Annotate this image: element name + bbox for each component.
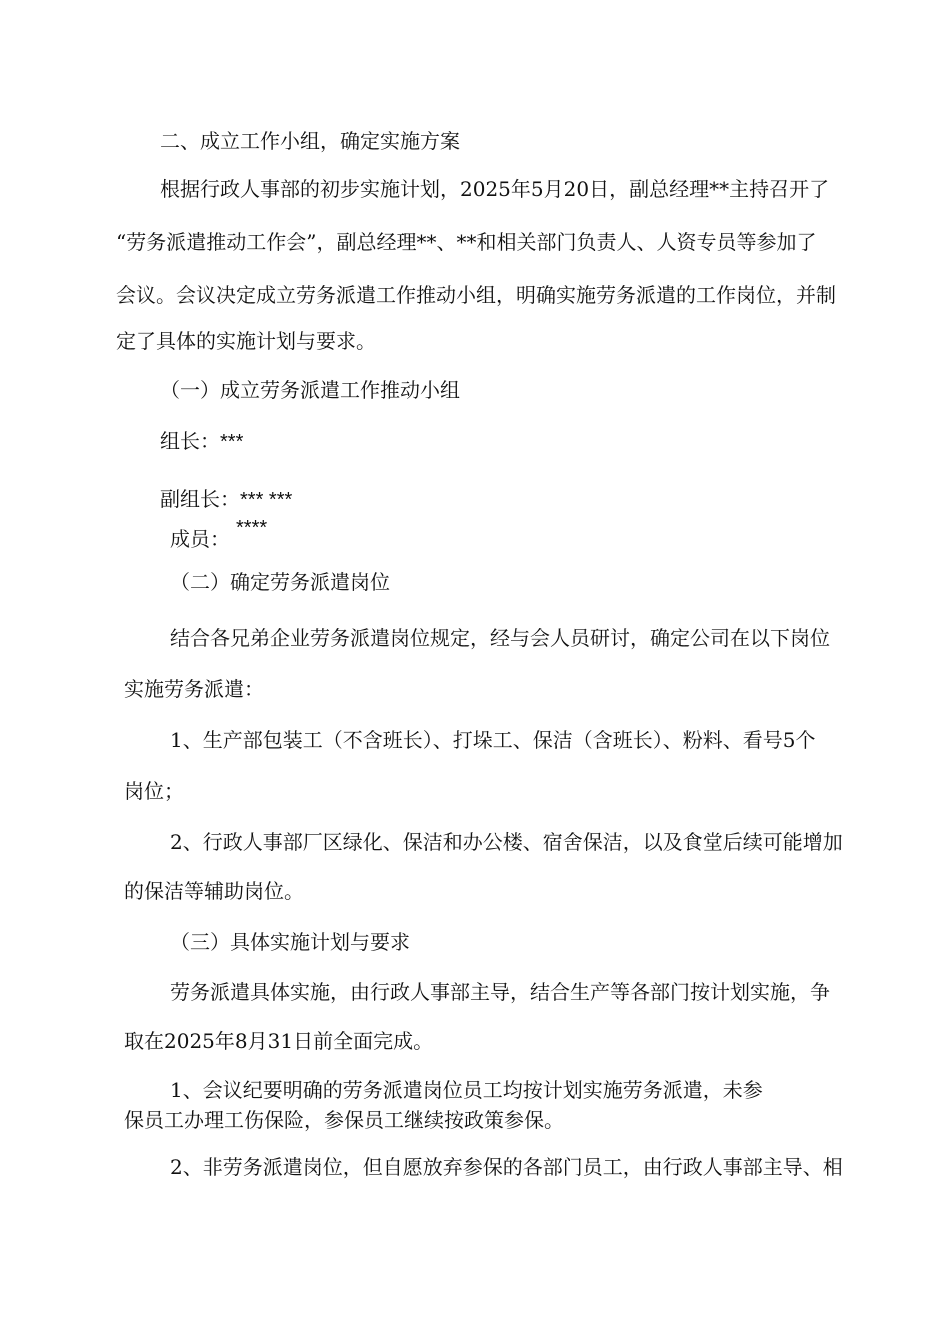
list-item: 2、行政人事部厂区绿化、保洁和办公楼、宿舍保洁，以及食堂后续可能增加 [170,830,843,854]
section-heading: 二、成立工作小组，确定实施方案 [160,129,460,153]
list-item: 1、会议纪要明确的劳务派遣岗位员工均按计划实施劳务派遣，未参 [170,1078,763,1102]
deputy-leader-label: 副组长： [160,487,240,511]
list-item: 1、生产部包装工（不含班长）、打垛工、保洁（含班长）、粉料、看号5个 [170,728,816,752]
group-leader-line [160,427,243,456]
subsection-heading-3: （三）具体实施计划与要求 [170,930,410,954]
subsection-heading-1: （一）成立劳务派遣工作推动小组 [160,378,460,402]
paragraph-line: 会议。会议决定成立劳务派遣工作推动小组，明确实施劳务派遣的工作岗位，并制 [116,283,836,307]
paragraph-line: 根据行政人事部的初步实施计划，2025年5月20日，副总经理**主持召开了 [160,177,830,201]
deputy-leader-value: *** *** [240,489,293,511]
paragraph-line: “劳务派遣推动工作会”，副总经理**、**和相关部门负责人、人资专员等参加了 [116,230,817,254]
group-leader-value: *** [220,431,244,453]
list-item: 岗位； [124,779,184,803]
deputy-leader-line [160,485,292,514]
members-label: 成员： [170,527,230,551]
members-value: **** [236,517,268,539]
group-leader-label: 组长： [160,429,220,453]
paragraph-line: 取在2025年8月31日前全面完成。 [124,1029,434,1053]
paragraph-line: 定了具体的实施计划与要求。 [116,329,376,353]
paragraph-line: 结合各兄弟企业劳务派遣岗位规定，经与会人员研讨，确定公司在以下岗位 [170,626,830,650]
paragraph-line: 劳务派遣具体实施，由行政人事部主导，结合生产等各部门按计划实施，争 [170,980,830,1004]
list-item: 2、非劳务派遣岗位，但自愿放弃参保的各部门员工，由行政人事部主导、相 [170,1155,843,1179]
paragraph-line: 实施劳务派遣： [124,677,264,701]
list-item: 保员工办理工伤保险，参保员工继续按政策参保。 [124,1108,564,1132]
list-item: 的保洁等辅助岗位。 [124,879,304,903]
subsection-heading-2: （二）确定劳务派遣岗位 [170,570,390,594]
